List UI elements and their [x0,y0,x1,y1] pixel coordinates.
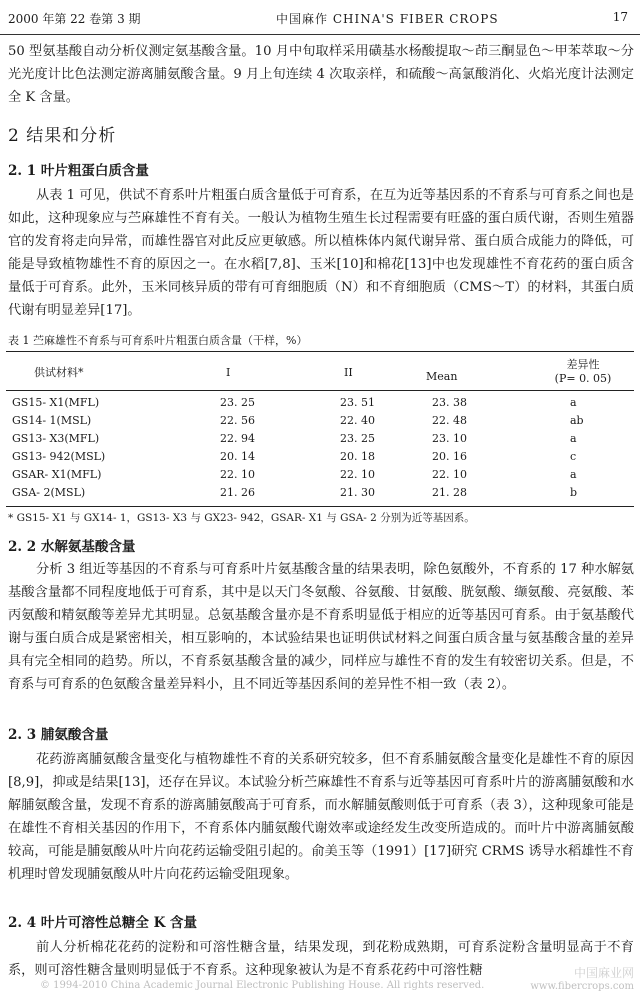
table-top-rule [6,351,634,352]
table-cell-r1: 22. 56 [220,414,255,427]
table-cell-r1: 22. 94 [220,432,255,445]
table-row [8,396,632,413]
table-cell-name: GSA- 2(MSL) [12,486,86,499]
table-row [8,414,632,431]
table-bottom-rule [6,506,634,507]
table-caption: 表 1 苎麻雄性不育系与可育系叶片粗蛋白质含量（干样，%） [8,334,308,347]
table-header-sig-line2: (P= 0. 05) [554,372,612,385]
table-header-material: 供试材料* [34,366,84,379]
table-cell-mean: 23. 10 [432,432,467,445]
table-cell-name: GS13- 942(MSL) [12,450,106,463]
journal-name: 中国麻作 CHINA'S FIBER CROPS [276,12,499,26]
site-watermark-url: www.fibercrops.com [530,981,634,992]
table-cell-r1: 23. 25 [220,396,255,409]
site-watermark [510,964,634,992]
table-row [8,486,632,503]
table-row [8,432,632,449]
header-rule [0,34,640,35]
subsection-text-2-2: 分析 3 组近等基因的不育系与可育系叶片氨基酸含量的结果表明，除色氨酸外，不育系的 17 种水解氨基酸含量都不同程度地低于可育系，其中是以天门冬氨酸、谷氨酸、甘氨酸、胱氨酸、缬氨酸、亮氨酸、苯丙氨酸和精氨酸等差异尤其明显。总氨基酸含量亦是不育系明显低于相应的近等基因可育系。由于氨基酸代谢与蛋白质合成是紧密相关，相互影响的，本试验结果也证明供试材料之间蛋白质含量与氨基酸含量的差异具有完全相同的趋势。所以，不育系氨基酸含量的减少，同样应与雄性不育的发生有较密切关系。但是，不育系与可育系的色氨酸含量差异料小，且不同近等基因系间的差异性不相一致（表 2）。 [8,562,634,692]
table-header-sig-line1: 差异性 [566,358,600,371]
table-header-rep1: I [226,366,231,379]
table-cell-sig: ab [570,414,584,427]
table-cell-mean: 22. 48 [432,414,467,427]
subsection-text-2-4: 前人分析棉花花药的淀粉和可溶性糖含量，结果发现，到花粉成熟期，可育系淀粉含量明显高于不育系，则可溶性糖含量则明显低于不育系。这种现象被认为是不育系花药中可溶性糖 [8,940,634,978]
table-cell-r2: 21. 30 [340,486,375,499]
running-head [8,6,632,30]
table-header-sig [548,358,618,386]
table-cell-r1: 22. 10 [220,468,255,481]
subsection-title-2-4: 2. 4 叶片可溶性总糖全 K 含量 [8,915,198,931]
table-cell-r2: 22. 40 [340,414,375,427]
page-number: 17 [612,10,628,24]
table-row [8,468,632,485]
table-footnote: * GS15- X1 与 GX14- 1，GS13- X3 与 GX23- 942，GSAR- X1 与 GSA- 2 分别为近等基因系。 [8,512,475,524]
table-cell-sig: a [570,468,577,481]
issue-info: 2000 年第 22 卷第 3 期 [8,12,141,26]
subsection-title-2-3: 2. 3 脯氨酸含量 [8,727,109,743]
table-header-rep2: II [344,366,353,379]
table-cell-r1: 20. 14 [220,450,255,463]
table-row [8,450,632,467]
table-cell-r1: 21. 26 [220,486,255,499]
table-cell-name: GS14- 1(MSL) [12,414,92,427]
subsection-text-2-3: 花药游离脯氨酸含量变化与植物雄性不育的关系研究较多，但不育系脯氨酸含量变化是雄性不育的原因[8,9]，抑或是结果[13]，还存在异议。本试验分析苎麻雄性不育系与近等基因可育系叶片的游离脯氨酸和水解脯氨酸含量，发现不育系的游离脯氨酸高于可育系，而水解脯氨酸则低于可育系（表 3），这种现象可能是在雄性不育相关基因的作用下，不育系体内脯氨酸代谢效率或途经发生改变所造成的。而叶片中游离脯氨酸较高，可能是脯氨酸从叶片向花药运输受阻引起的。俞美玉等（1991）[17]研究 CRMS 诱导水稻雄性不育机理时曾发现脯氨酸从叶片向花药运输受阻现象。 [8,752,634,882]
table-cell-r2: 23. 51 [340,396,375,409]
table-cell-sig: b [570,486,578,499]
table-cell-name: GS13- X3(MFL) [12,432,100,445]
table-cell-r2: 22. 10 [340,468,375,481]
table-header-rule [6,390,634,391]
table-cell-mean: 20. 16 [432,450,467,463]
table-cell-mean: 21. 28 [432,486,467,499]
table-cell-sig: c [570,450,577,463]
table-cell-mean: 23. 38 [432,396,467,409]
table-header-mean: Mean [426,370,458,383]
table-cell-sig: a [570,396,577,409]
table-cell-mean: 22. 10 [432,468,467,481]
copyright-watermark: © 1994-2010 China Academic Journal Electronic Publishing House. All rights reserved. [40,980,485,991]
table-cell-name: GS15- X1(MFL) [12,396,100,409]
methods-paragraph: 50 型氨基酸自动分析仪测定氨基酸含量。10 月中旬取样采用磺基水杨酸提取～茚三酮显色～甲苯萃取～分光光度计比色法测定游离脯氨酸含量。9 月上旬连续 4 次取亲样，和硫酸～高氯酸消化、火焰光度计法测定全 K 含量。 [8,44,634,105]
table-cell-sig: a [570,432,577,445]
section-title: 2 结果和分析 [8,126,117,146]
subsection-text-2-1: 从表 1 可见，供试不育系叶片粗蛋白质含量低于可育系，在互为近等基因系的不育系与可育系之间也是如此，这种现象应与苎麻雄性不育有关。一般认为植物生殖生长过程需要有旺盛的蛋白质代谢，否则生殖器官的发育将走向异常，而雄性器官对此反应更敏感。所以植株体内氮代谢异常、蛋白质合成能力的降低，可能是导致植物雄性不育的原因之一。在水稻[7,8]、玉米[10]和棉花[13]中也发现雄性不育花药的蛋白质含量低于可育系。此外，玉米同核异质的带有可育细胞质（N）和不育细胞质（CMS～T）的材料，其蛋白质代谢有明显差异[17]。 [8,188,634,318]
subsection-title-2-1: 2. 1 叶片粗蛋白质含量 [8,163,149,179]
table-cell-name: GSAR- X1(MFL) [12,468,102,481]
site-watermark-name: 中国麻业网 [573,966,634,980]
table-cell-r2: 23. 25 [340,432,375,445]
table-cell-r2: 20. 18 [340,450,375,463]
subsection-title-2-2: 2. 2 水解氨基酸含量 [8,539,136,555]
